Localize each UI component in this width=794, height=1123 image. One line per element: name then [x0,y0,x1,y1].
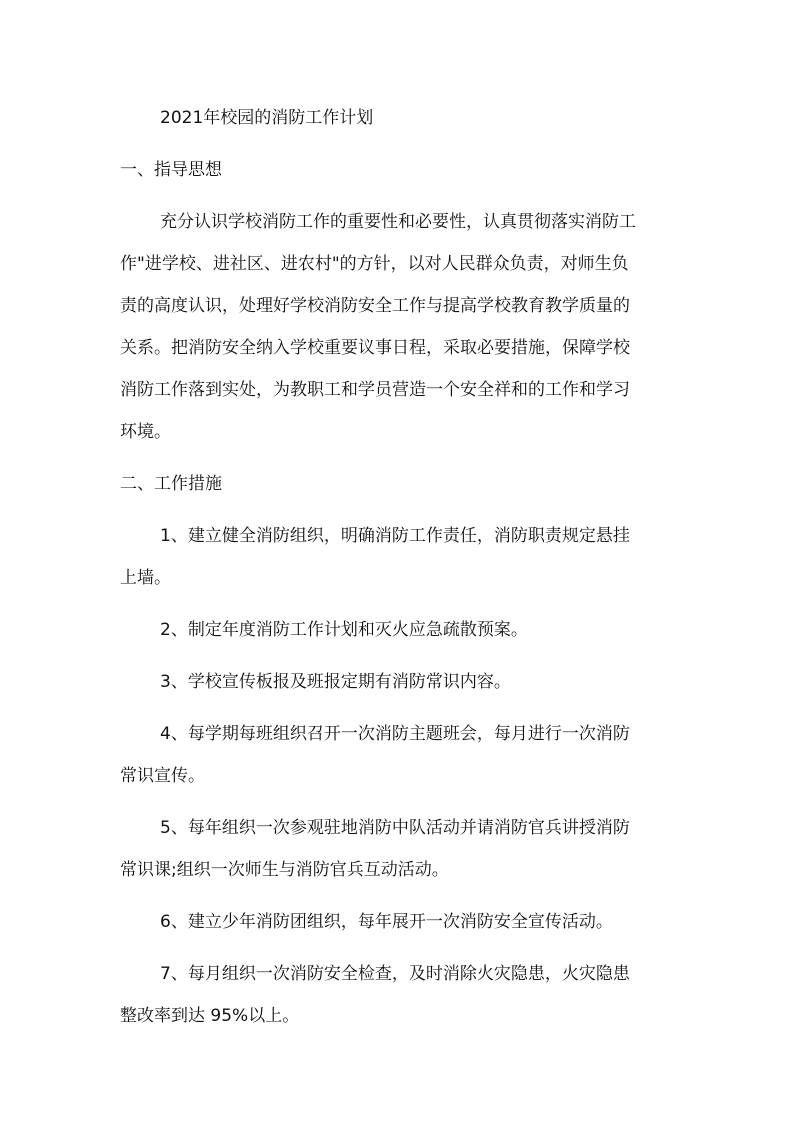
measure-item-7: 7、每月组织一次消防安全检查，及时消除火灾隐患，火灾隐患 [160,964,630,984]
measure-item-5-continued: 常识课;组织一次师生与消防官兵互动活动。 [120,860,449,880]
section-heading-guiding-ideology: 一、指导思想 [120,160,222,180]
paragraph-line: 充分认识学校消防工作的重要性和必要性，认真贯彻落实消防工 [160,212,636,232]
measure-item-4: 4、每学期每班组织召开一次消防主题班会，每月进行一次消防 [160,724,630,744]
measure-item-4-continued: 常识宣传。 [120,766,205,786]
measure-item-7-continued: 整改率到达 95%以上。 [120,1006,300,1026]
paragraph-line: 环境。 [120,422,171,442]
paragraph-line: 关系。把消防安全纳入学校重要议事日程，采取必要措施，保障学校 [120,338,630,358]
measure-item-1: 1、建立健全消防组织，明确消防工作责任，消防职责规定悬挂 [160,526,630,546]
paragraph-line: 责的高度认识，处理好学校消防安全工作与提高学校教育教学质量的 [120,296,630,316]
measure-item-3: 3、学校宣传板报及班报定期有消防常识内容。 [160,672,511,692]
measure-item-1-continued: 上墙。 [120,568,171,588]
section-heading-work-measures: 二、工作措施 [120,474,222,494]
paragraph-line: 消防工作落到实处，为教职工和学员营造一个安全祥和的工作和学习 [120,380,630,400]
measure-item-6: 6、建立少年消防团组织，每年展开一次消防安全宣传活动。 [160,912,613,932]
measure-item-5: 5、每年组织一次参观驻地消防中队活动并请消防官兵讲授消防 [160,818,630,838]
paragraph-line: 作"进学校、进社区、进农村"的方针，以对人民群众负责，对师生负 [120,254,629,274]
document-title: 2021年校园的消防工作计划 [160,108,374,128]
measure-item-2: 2、制定年度消防工作计划和灭火应急疏散预案。 [160,620,528,640]
